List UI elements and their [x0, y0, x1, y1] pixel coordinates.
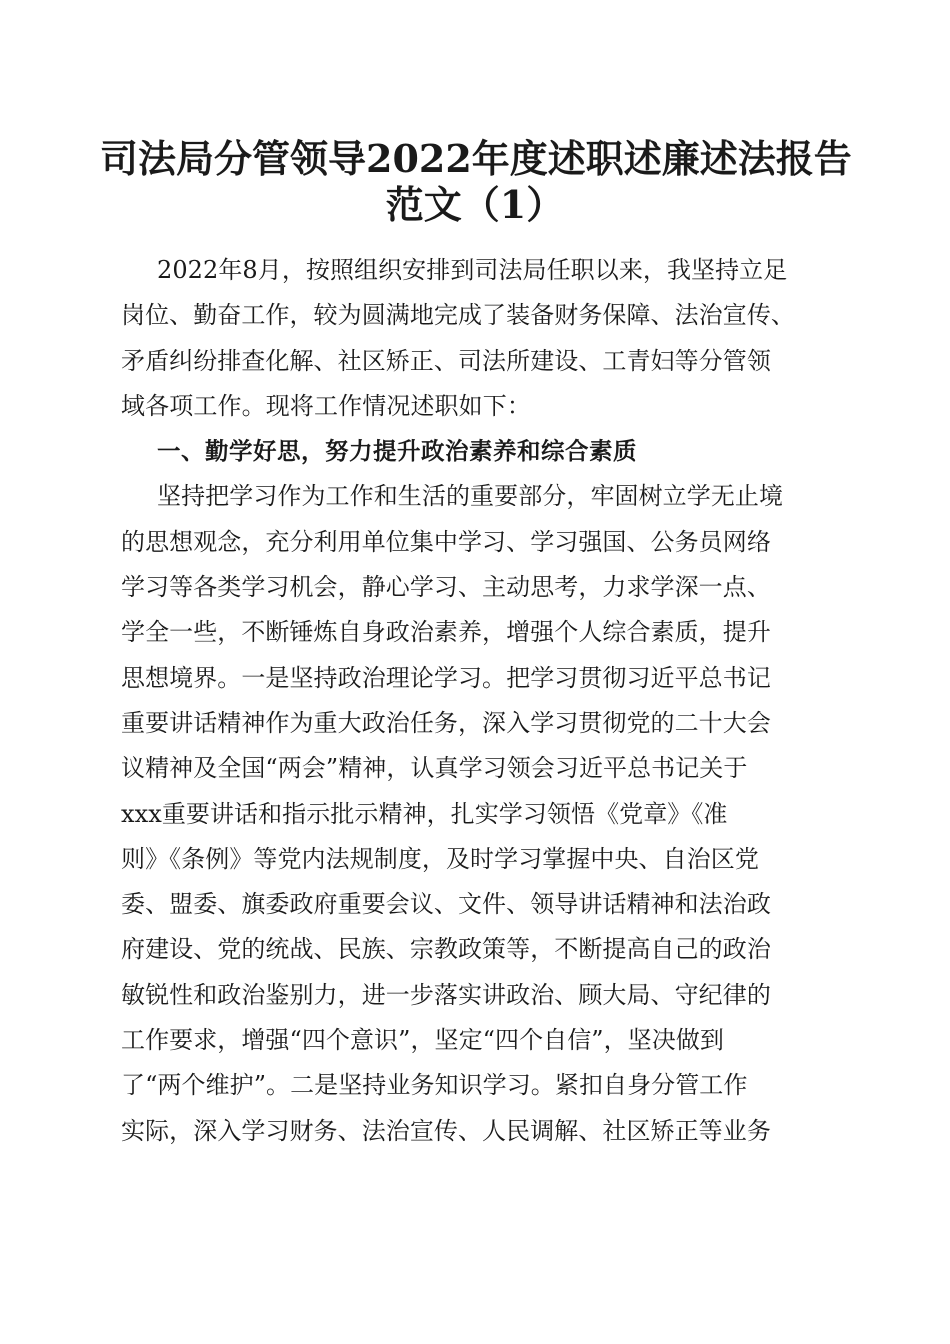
- document-body: [121, 248, 841, 1154]
- text-line: 议精神及全国“两会”精神，认真学习领会习近平总书记关于: [121, 754, 748, 783]
- text-line: 学全一些，不断锤炼自身政治素养，增强个人综合素质，提升: [121, 618, 771, 647]
- text-line: 则》《条例》等党内法规制度，及时学习掌握中央、自治区党: [121, 844, 759, 873]
- text-line: 2022年8月，按照组织安排到司法局任职以来，我坚持立足: [157, 256, 788, 284]
- text-line: 实际，深入学习财务、法治宣传、人民调解、社区矫正等业务: [121, 1116, 771, 1145]
- text-line: 岗位、勤奋工作，较为圆满地完成了装备财务保障、法治宣传、: [121, 301, 795, 330]
- text-line: xxx重要讲话和指示批示精神，扎实学习领悟《党章》《准: [121, 799, 728, 828]
- text-line: 坚持把学习作为工作和生活的重要部分，牢固树立学无止境: [157, 482, 784, 511]
- text-line: 矛盾纠纷排查化解、社区矫正、司法所建设、工青妇等分管领: [121, 346, 771, 375]
- text-line: 府建设、党的统战、民族、宗教政策等，不断提高自己的政治: [121, 935, 771, 964]
- text-line: 委、盟委、旗委政府重要会议、文件、领导讲话精神和法治政: [121, 890, 771, 919]
- text-line: 了“两个维护”。二是坚持业务知识学习。紧扣自身分管工作: [121, 1071, 748, 1100]
- text-line: 学习等各类学习机会，静心学习、主动思考，力求学深一点、: [121, 573, 771, 602]
- document-title-line-1: 司法局分管领导2022年度述职述廉述法报告: [100, 136, 852, 181]
- text-line: 域各项工作。现将工作情况述职如下：: [121, 391, 532, 420]
- text-line: 敏锐性和政治鉴别力，进一步落实讲政治、顾大局、守纪律的: [121, 980, 771, 1009]
- intro-paragraph: [121, 248, 841, 429]
- text-line: 思想境界。一是坚持政治理论学习。把学习贯彻习近平总书记: [121, 663, 771, 692]
- text-line: 重要讲话精神作为重大政治任务，深入学习贯彻党的二十大会: [121, 708, 771, 737]
- text-line: 工作要求，增强“四个意识”，坚定“四个自信”，坚决做到: [121, 1026, 724, 1055]
- document-title-line-2: 范文（1）: [385, 182, 565, 227]
- section-heading: 一、勤学好思，努力提升政治素养和综合素质: [157, 437, 637, 466]
- text-line: 的思想观念，充分利用单位集中学习、学习强国、公务员网络: [121, 527, 771, 556]
- section-paragraph: [121, 474, 841, 1153]
